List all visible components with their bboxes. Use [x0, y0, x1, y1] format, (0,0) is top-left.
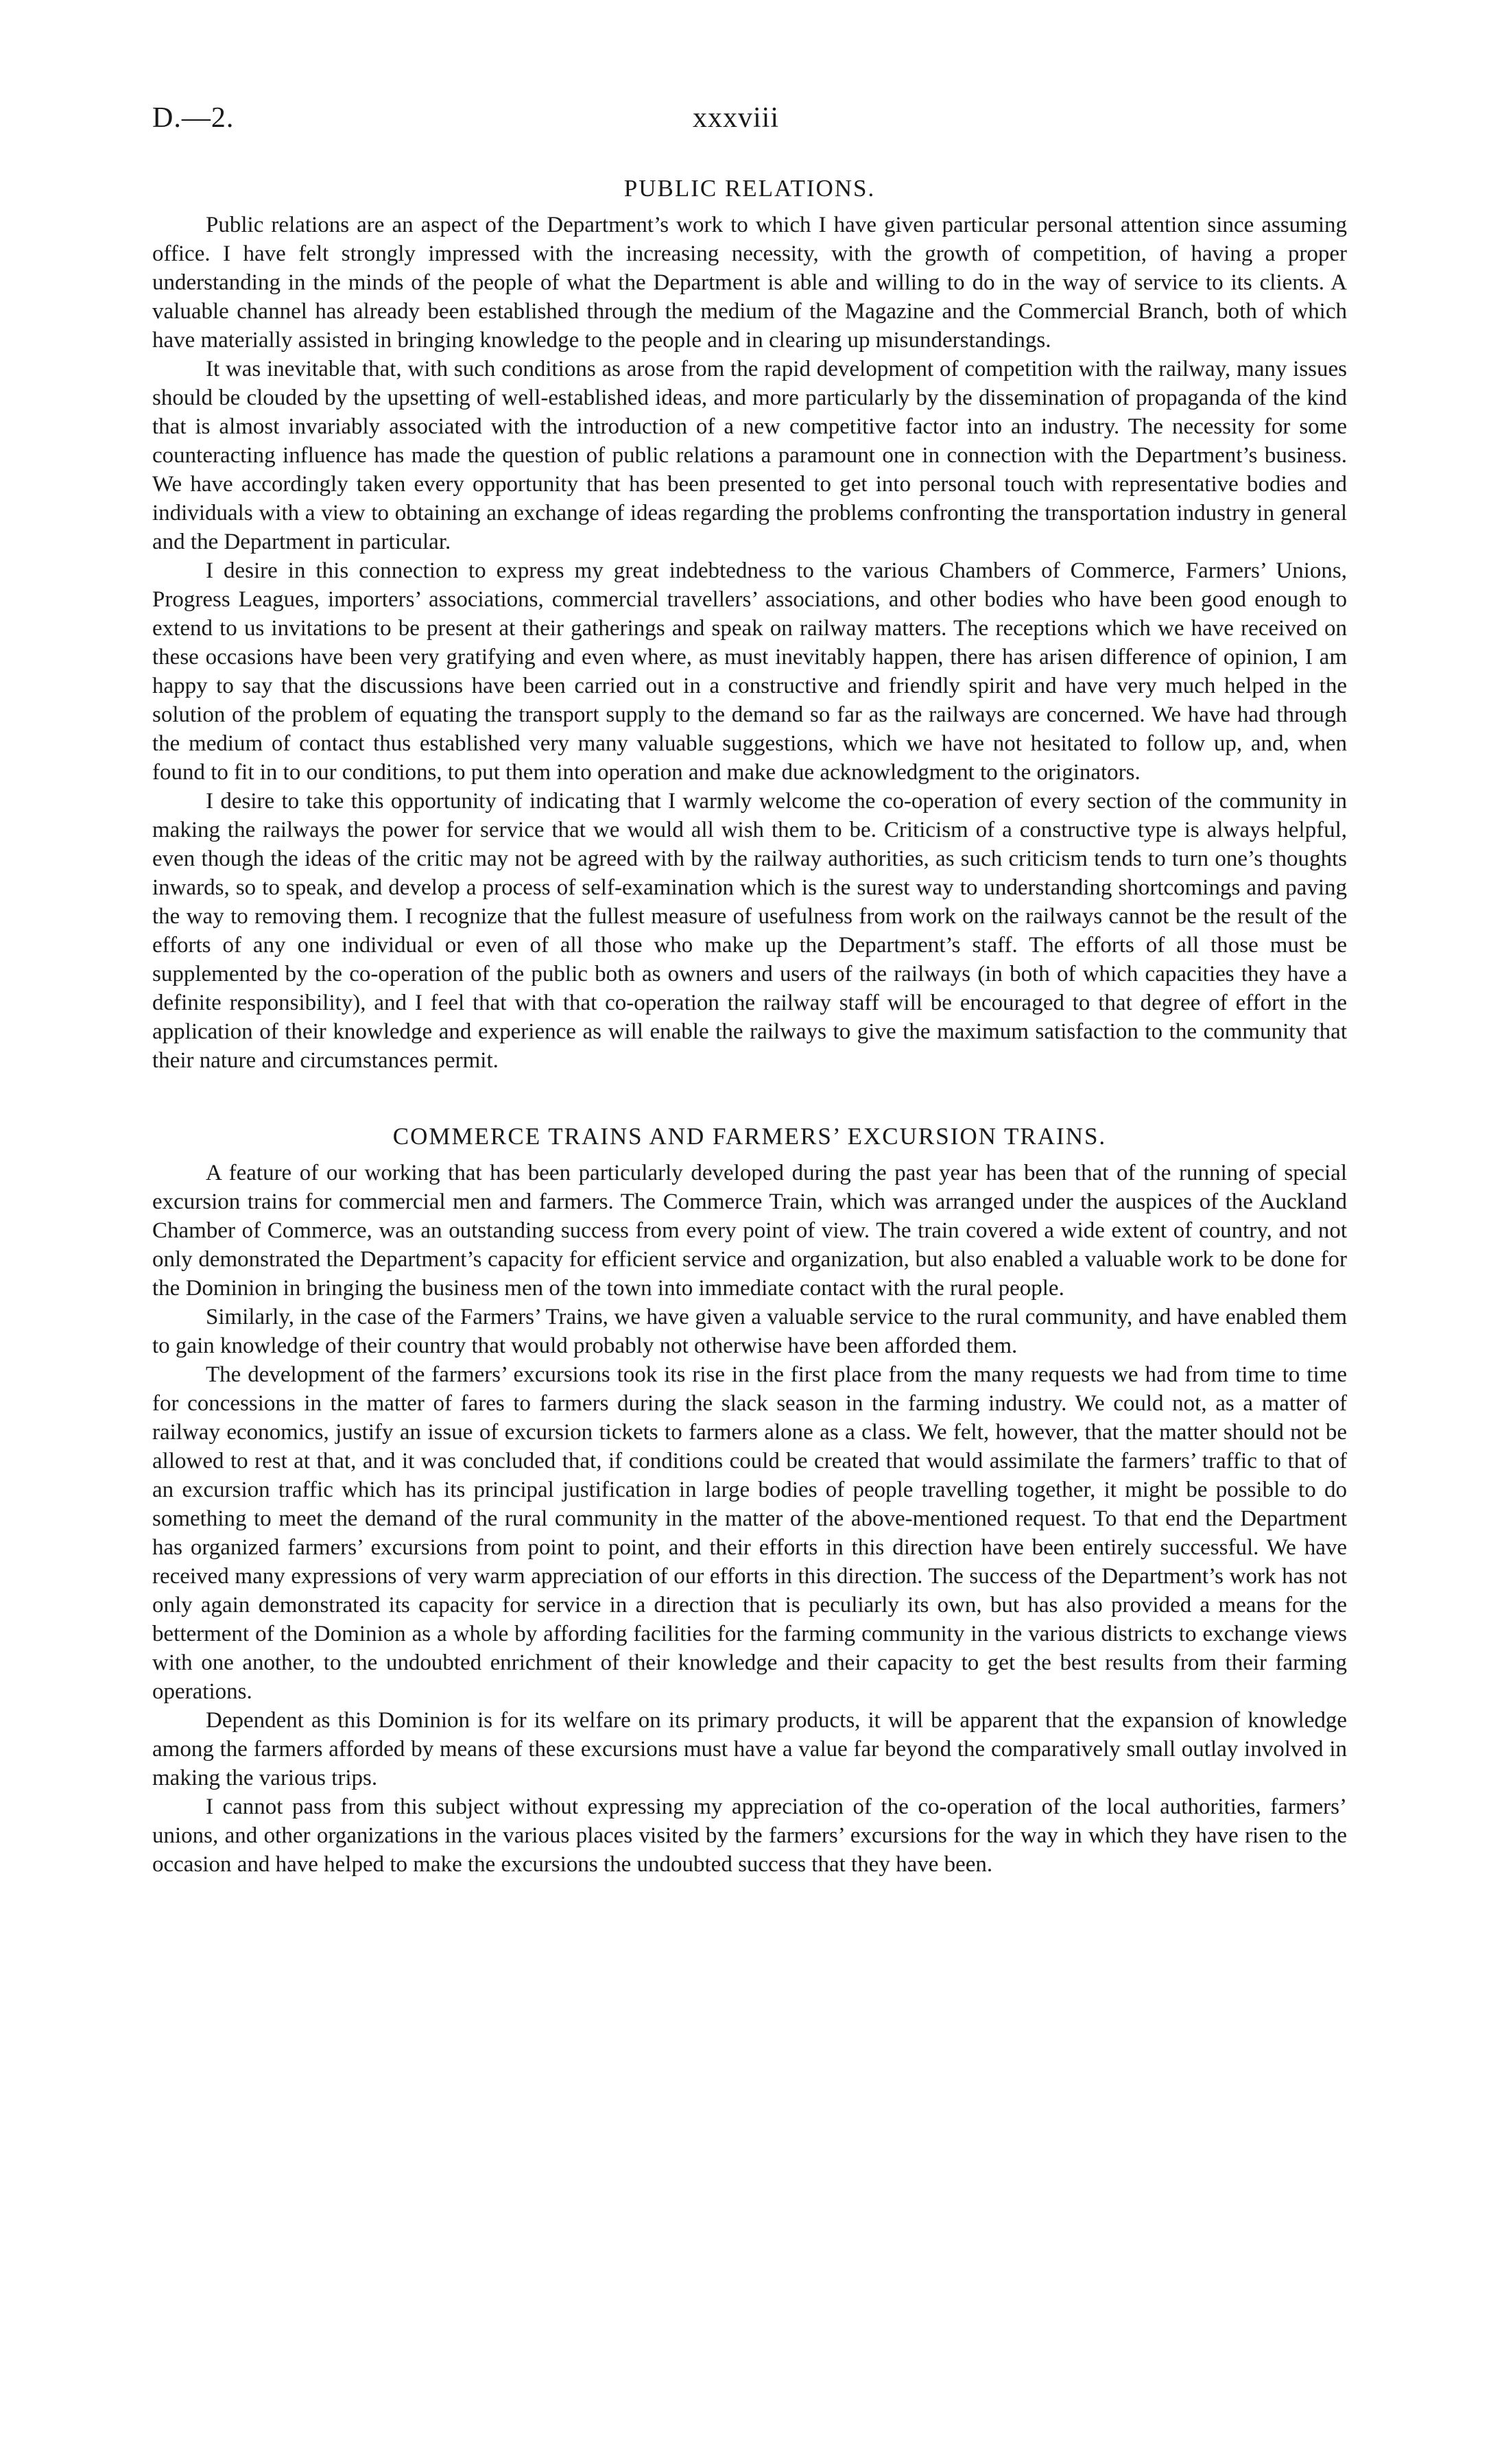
paragraph: Public relations are an aspect of the Department’s work to which I have given particular personal attention since assuming office. I have felt strongly impressed with the increasing necessity, with the growth of competition, of having a proper understanding in the minds of the people of what the Department is able and willing to do in the way of service to its clients. A valuable channel has already been established through the medium of the Magazine and the Commercial Branch, both of which have materially assisted in bringing knowledge to the people and in clearing up misunderstandings. — [152, 213, 1347, 353]
paragraph: Similarly, in the case of the Farmers’ Trains, we have given a valuable service to the rural community, and have enabled them to gain knowledge of their country that would probably not otherwise have been afforded them. — [152, 1305, 1347, 1358]
paragraph: The development of the farmers’ excursions took its rise in the first place from the many requests we had from time to time for concessions in the matter of fares to farmers during the slack season in the farming industry. We could not, as a matter of railway economics, justify an issue of excursion tickets to farmers alone as a class. We felt, however, that the matter should not be allowed to rest at that, and it was concluded that, if conditions could be created that would assimilate the farmers’ traffic to that of an excursion traffic which has its principal justification in large bodies of people travelling together, it might be possible to do something to meet the demand of the rural community in the matter of the above-mentioned request. To that end the Department has organized farmers’ excursions from point to point, and their efforts in this direction have been entirely successful. We have received many expressions of very warm appreciation of our efforts in this direction. The success of the Department’s work has not only again demonstrated its capacity for service in a direction that is peculiarly its own, but has also provided a means for the betterment of the Dominion as a whole by affording facilities for the farming community in the various districts to exchange views with one another, to the undoubted enrichment of their knowledge and their capacity to get the best results from their farming operations. — [152, 1362, 1347, 1704]
paragraph: A feature of our working that has been particularly developed during the past year has been that of the running of special excursion trains for commercial men and farmers. The Commerce Train, which was arranged under the auspices of the Auckland Chamber of Commerce, was an outstanding success from every point of view. The train covered a wide extent of country, and not only demonstrated the Department’s capacity for efficient service and organization, but also enabled a valuable work to be done for the Dominion in bringing the business men of the town into immediate contact with the rural people. — [152, 1161, 1347, 1301]
document-reference: D.—2. — [152, 102, 235, 134]
paragraph: It was inevitable that, with such conditions as arose from the rapid development of competition with the railway, many issues should be clouded by the upsetting of well-established ideas, and more particularly by the dissemination of propaganda of the kind that is almost invariably associated with the introduction of a new competitive factor into an industry. The necessity for some counteracting influence has made the question of public relations a paramount one in connection with the Department’s business. We have accordingly taken every opportunity that has been presented to get into personal touch with representative bodies and individuals with a view to obtaining an exchange of ideas regarding the problems confronting the transportation industry in general and the Department in particular. — [152, 357, 1347, 554]
paragraph: Dependent as this Dominion is for its welfare on its primary products, it will be apparent that the expansion of knowledge among the farmers afforded by means of these excursions must have a value far beyond the comparatively small outlay involved in making the various trips. — [152, 1708, 1347, 1790]
page-number: xxxviii — [693, 102, 780, 134]
paragraph: I desire in this connection to express my great indebtedness to the various Chambers of Commerce, Farmers’ Unions, Progress Leagues, importers’ associations, commercial travellers’ associations, and other bodies who have been good enough to extend to us invitations to be present at their gatherings and speak on railway matters. The receptions which we have received on these occasions have been very gratifying and even where, as must inevitably happen, there has arisen difference of opinion, I am happy to say that the discussions have been carried out in a constructive and friendly spirit and have very much helped in the solution of the problem of equating the transport supply to the demand so far as the railways are concerned. We have had through the medium of contact thus established very many valuable suggestions, which we have not hesitated to follow up, and, when found to fit in to our conditions, to put them into operation and make due acknowledgment to the originators. — [152, 558, 1347, 785]
paragraph: I cannot pass from this subject without expressing my appreciation of the co-operation of the local authorities, farmers’ unions, and other organizations in the various places visited by the farmers’ excursions for the way in which they have risen to the occasion and have helped to make the excursions the undoubted success that they have been. — [152, 1794, 1347, 1877]
document-body — [152, 175, 1347, 1879]
paragraph: I desire to take this opportunity of indicating that I warmly welcome the co-operation of every section of the community in making the railways the power for service that we would all wish them to be. Criticism of a constructive type is always helpful, even though the ideas of the critic may not be agreed with by the railway authorities, as such criticism tends to turn one’s thoughts inwards, so to speak, and develop a process of self-examination which is the surest way to understanding shortcomings and paving the way to removing them. I recognize that the fullest measure of usefulness from work on the railways cannot be the result of the efforts of any one individual or even of all those who make up the Department’s staff. The efforts of all those must be supplemented by the co-operation of the public both as owners and users of the railways (in both of which capacities they have a definite responsibility), and I feel that with that co-operation the railway staff will be encouraged to that degree of effort in the application of their knowledge and experience as will enable the railways to give the maximum satisfaction to the community that their nature and circumstances permit. — [152, 789, 1347, 1073]
section-title-public-relations: PUBLIC RELATIONS. — [623, 175, 876, 202]
section-title-commerce-trains: COMMERCE TRAINS AND FARMERS’ EXCURSION TRAINS. — [392, 1123, 1107, 1150]
